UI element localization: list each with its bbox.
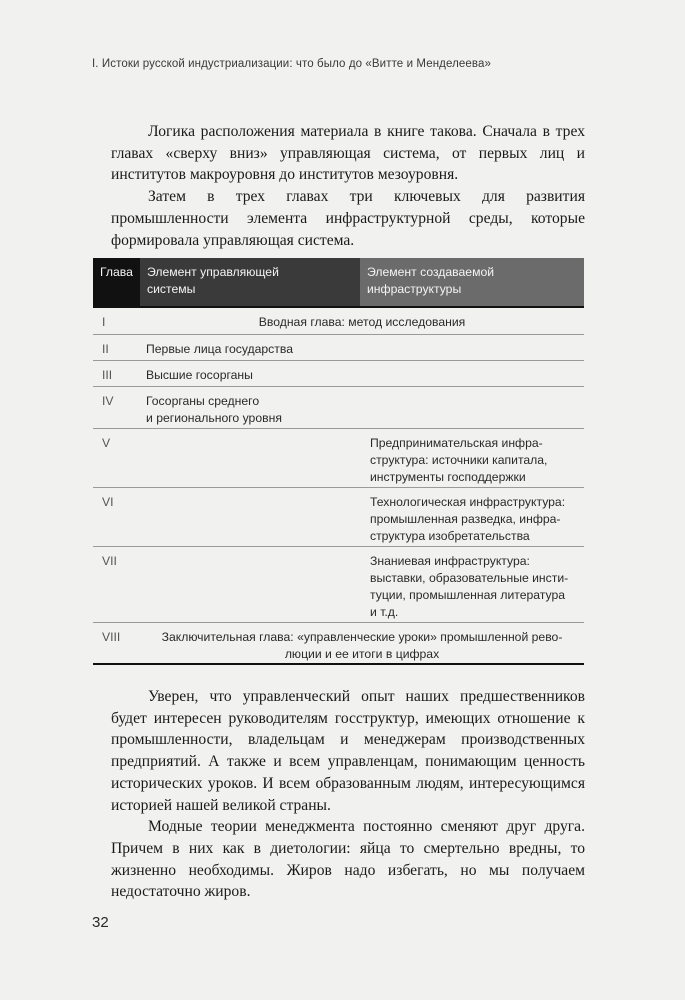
running-head: I. Истоки русской индустриализации: что было до «Витте и Менделеева» xyxy=(92,58,491,70)
table-row xyxy=(93,429,584,488)
header-chapter: Глава xyxy=(93,258,140,306)
row-management: Госорганы среднего и регионального уровня xyxy=(146,394,282,425)
header-infrastructure-element: Элемент создаваемой инфраструктуры xyxy=(360,258,584,306)
row-management xyxy=(140,488,360,546)
table-row xyxy=(93,547,584,623)
row-num: VII xyxy=(102,554,117,568)
row-infrastructure xyxy=(360,387,584,428)
table-row xyxy=(93,308,584,335)
row-management: Высшие госорганы xyxy=(146,368,253,382)
table-header xyxy=(93,258,584,306)
table-row xyxy=(93,488,584,547)
table-row xyxy=(93,623,584,665)
paragraph: Затем в трех главах три ключевых для развития промышленности элемента инфраструктурной среды, которые формировала управляющая система. xyxy=(111,188,585,249)
row-management xyxy=(140,429,360,487)
row-management xyxy=(140,547,360,622)
table-row xyxy=(93,387,584,429)
closing-text xyxy=(111,686,585,903)
header-management-element: Элемент управляющей системы xyxy=(140,258,360,306)
page-number: 32 xyxy=(92,914,109,931)
row-num: VIII xyxy=(102,630,121,644)
row-num: III xyxy=(102,368,113,382)
row-span-text: Заключительная глава: «управленческие уроки» промышленной рево- люции и ее итоги в цифрах xyxy=(161,630,563,661)
paragraph: Уверен, что управленческий опыт наших предшественников будет интересен руководителям госструктур, имеющих отношение к промышленности, владельцам и менеджерам производственных предприятий. А также и всем управленцам, понимающим ценность исторических уроков. И всем образованным людям, интересующимся историей нашей великой страны. xyxy=(111,688,585,814)
row-num: VI xyxy=(102,495,114,509)
row-num: II xyxy=(102,342,109,356)
row-management: Первые лица государства xyxy=(146,342,293,356)
row-infrastructure: Технологическая инфраструктура: промышленная разведка, инфра- структура изобретательства xyxy=(370,495,566,543)
paragraph: Логика расположения материала в книге такова. Сначала в трех главах «сверху вниз» управляющая система, от первых лиц и институтов макроуровня до институтов мезоуровня. xyxy=(111,123,585,184)
row-infrastructure xyxy=(360,335,584,360)
table-row xyxy=(93,335,584,361)
row-num: I xyxy=(102,315,106,329)
row-infrastructure: Предпринимательская инфра- структура: источники капитала, инструменты господдержки xyxy=(370,436,548,484)
structure-table xyxy=(93,258,584,665)
intro-text xyxy=(111,121,585,251)
row-infrastructure: Знаниевая инфраструктура: выставки, образовательные инсти- туции, промышленная литература и т.д. xyxy=(370,554,569,619)
row-span-text: Вводная глава: метод исследования xyxy=(258,315,466,329)
paragraph: Модные теории менеджмента постоянно сменяют друг друга. Причем в них как в диетологии: яйца то смертельно вредны, то жизненно необходимы. Жиров надо избегать, но мы получаем недостаточно жиров. xyxy=(111,818,585,901)
row-num: IV xyxy=(102,394,114,408)
table-row xyxy=(93,361,584,387)
row-num: V xyxy=(102,436,111,450)
row-infrastructure xyxy=(360,361,584,386)
